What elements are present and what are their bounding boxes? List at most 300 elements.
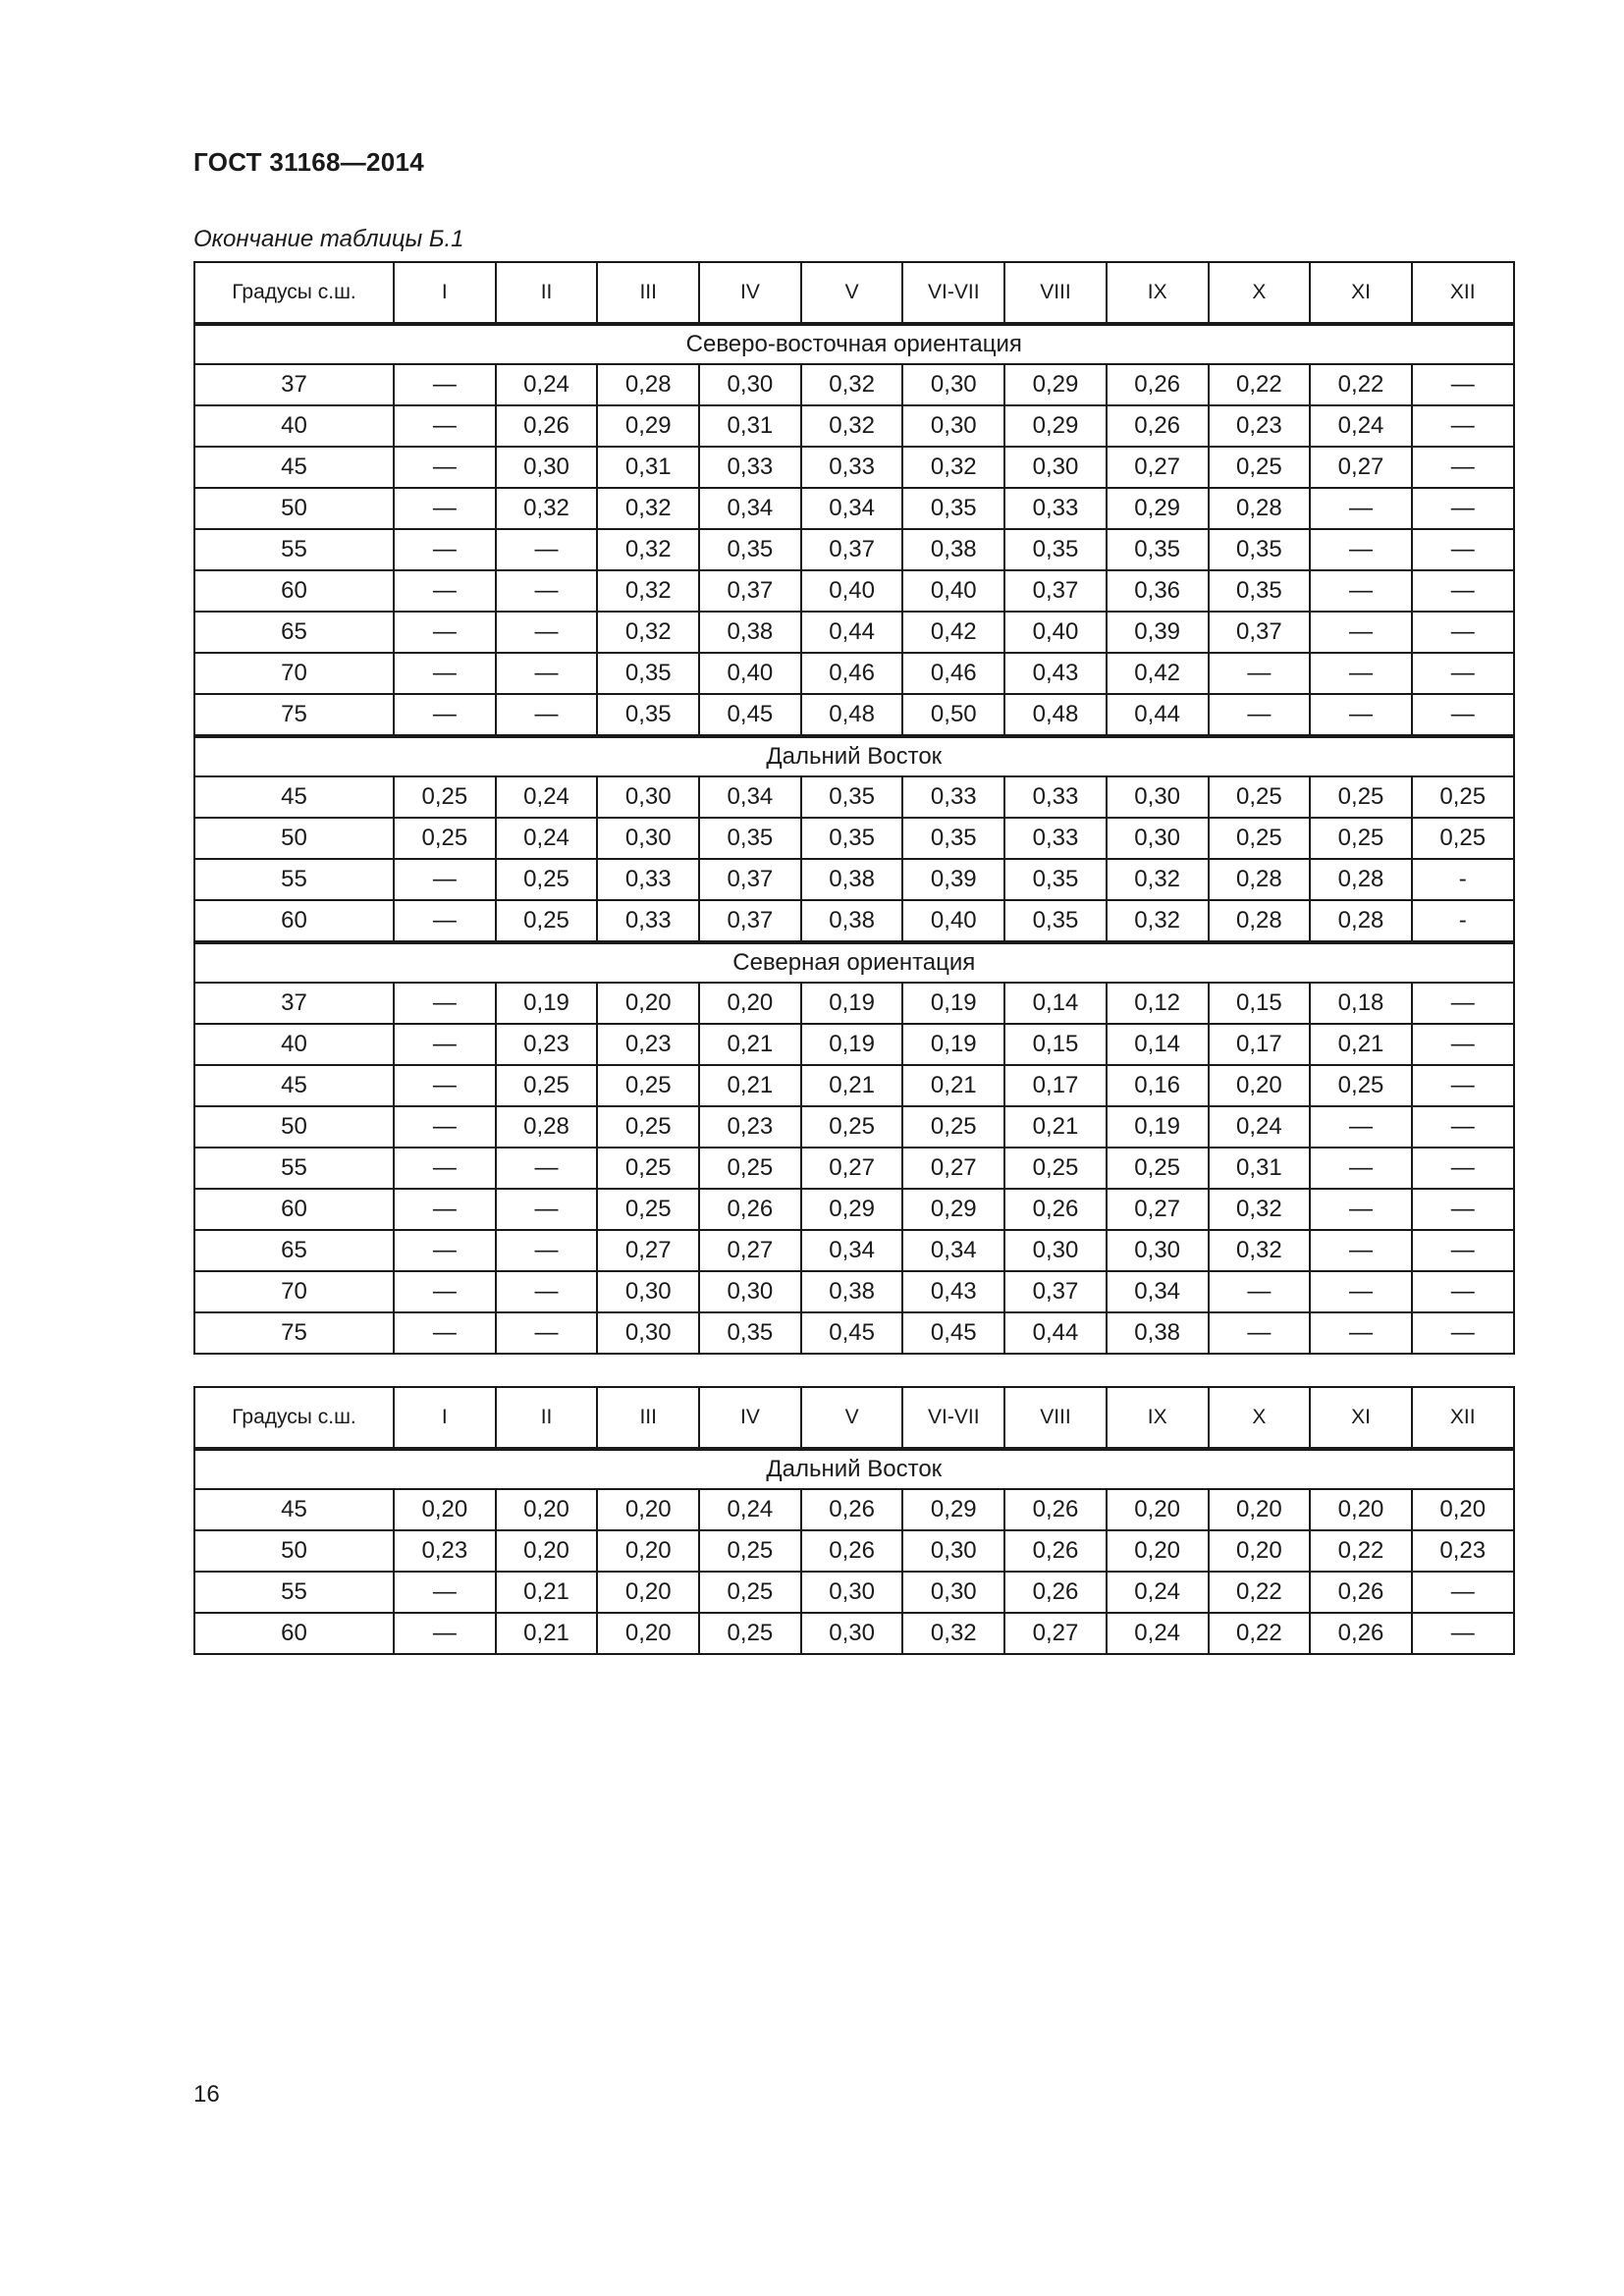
value-cell: 0,22 [1310, 1530, 1412, 1572]
value-cell: 0,20 [597, 1489, 699, 1530]
value-cell: — [1209, 1271, 1311, 1312]
value-cell: 0,31 [699, 405, 801, 447]
value-cell: 0,25 [699, 1572, 801, 1613]
value-cell: — [1310, 1189, 1412, 1230]
value-cell: — [1412, 653, 1514, 694]
value-cell: — [394, 1572, 496, 1613]
value-cell: 0,45 [699, 694, 801, 736]
latitude-cell: 50 [194, 1106, 394, 1148]
value-cell: 0,23 [1209, 405, 1311, 447]
value-cell: 0,20 [394, 1489, 496, 1530]
column-header-month: VI-VII [902, 262, 1004, 324]
section-title: Дальний Восток [194, 1449, 1514, 1489]
value-cell: 0,33 [1004, 818, 1107, 859]
value-cell: 0,32 [1209, 1189, 1311, 1230]
value-cell: — [496, 612, 598, 653]
value-cell: 0,26 [1310, 1572, 1412, 1613]
value-cell: — [1310, 529, 1412, 570]
table-row [194, 1572, 1514, 1613]
value-cell: — [1310, 1312, 1412, 1354]
value-cell: 0,24 [1107, 1613, 1209, 1654]
column-header-month: I [394, 1387, 496, 1449]
value-cell: 0,17 [1209, 1024, 1311, 1065]
latitude-cell: 40 [194, 405, 394, 447]
column-header-month: VIII [1004, 1387, 1107, 1449]
table-body [194, 324, 1514, 1354]
value-cell: 0,20 [597, 1572, 699, 1613]
latitude-cell: 45 [194, 776, 394, 818]
value-cell: 0,24 [496, 818, 598, 859]
value-cell: — [1412, 529, 1514, 570]
value-cell: 0,32 [1107, 900, 1209, 942]
column-header-month: IX [1107, 262, 1209, 324]
value-cell: 0,24 [699, 1489, 801, 1530]
value-cell: 0,27 [1310, 447, 1412, 488]
value-cell: 0,30 [699, 1271, 801, 1312]
value-cell: 0,26 [1310, 1613, 1412, 1654]
value-cell: 0,25 [801, 1106, 903, 1148]
value-cell: 0,39 [902, 859, 1004, 900]
latitude-cell: 45 [194, 447, 394, 488]
value-cell: 0,22 [1310, 364, 1412, 405]
section-title: Северо-восточная ориентация [194, 324, 1514, 364]
value-cell: — [1412, 1572, 1514, 1613]
value-cell: 0,43 [1004, 653, 1107, 694]
value-cell: 0,35 [699, 529, 801, 570]
value-cell: 0,48 [1004, 694, 1107, 736]
value-cell: 0,32 [1107, 859, 1209, 900]
table-row [194, 1024, 1514, 1065]
value-cell: — [1209, 1312, 1311, 1354]
value-cell: 0,23 [394, 1530, 496, 1572]
column-header-month: XII [1412, 1387, 1514, 1449]
table-row [194, 612, 1514, 653]
value-cell: 0,14 [1004, 983, 1107, 1024]
value-cell: 0,25 [699, 1613, 801, 1654]
table-row [194, 1189, 1514, 1230]
latitude-cell: 70 [194, 1271, 394, 1312]
value-cell: 0,48 [801, 694, 903, 736]
value-cell: 0,36 [1107, 570, 1209, 612]
value-cell: 0,20 [1412, 1489, 1514, 1530]
value-cell: 0,34 [801, 1230, 903, 1271]
value-cell: 0,35 [801, 776, 903, 818]
value-cell: 0,34 [699, 776, 801, 818]
value-cell: 0,25 [1209, 776, 1311, 818]
value-cell: — [1310, 1148, 1412, 1189]
latitude-cell: 37 [194, 983, 394, 1024]
value-cell: — [394, 900, 496, 942]
value-cell: 0,21 [496, 1613, 598, 1654]
value-cell: 0,45 [902, 1312, 1004, 1354]
column-header-month: IV [699, 262, 801, 324]
value-cell: — [394, 1613, 496, 1654]
value-cell: 0,21 [1310, 1024, 1412, 1065]
value-cell: 0,30 [699, 364, 801, 405]
value-cell: — [394, 653, 496, 694]
column-header-month: III [597, 262, 699, 324]
value-cell: 0,35 [1004, 900, 1107, 942]
section-row [194, 324, 1514, 364]
value-cell: 0,46 [801, 653, 903, 694]
value-cell: 0,18 [1310, 983, 1412, 1024]
value-cell: 0,28 [1310, 859, 1412, 900]
value-cell: 0,44 [1107, 694, 1209, 736]
data-table-main [193, 261, 1515, 1355]
value-cell: 0,30 [1107, 776, 1209, 818]
column-header-month: V [801, 262, 903, 324]
value-cell: - [1412, 900, 1514, 942]
table-row [194, 900, 1514, 942]
value-cell: 0,15 [1004, 1024, 1107, 1065]
value-cell: 0,35 [801, 818, 903, 859]
value-cell: 0,25 [699, 1148, 801, 1189]
table-row [194, 1530, 1514, 1572]
column-header-month: VI-VII [902, 1387, 1004, 1449]
value-cell: 0,19 [902, 983, 1004, 1024]
value-cell: 0,25 [597, 1065, 699, 1106]
table-row [194, 694, 1514, 736]
value-cell: 0,21 [699, 1065, 801, 1106]
table-row [194, 488, 1514, 529]
value-cell: 0,46 [902, 653, 1004, 694]
latitude-cell: 50 [194, 488, 394, 529]
latitude-cell: 60 [194, 900, 394, 942]
value-cell: 0,28 [496, 1106, 598, 1148]
value-cell: 0,30 [902, 1572, 1004, 1613]
value-cell: 0,24 [1107, 1572, 1209, 1613]
value-cell: 0,25 [1412, 776, 1514, 818]
value-cell: 0,20 [496, 1530, 598, 1572]
value-cell: — [1310, 653, 1412, 694]
value-cell: 0,29 [801, 1189, 903, 1230]
latitude-cell: 65 [194, 612, 394, 653]
value-cell: 0,27 [1107, 1189, 1209, 1230]
value-cell: — [394, 612, 496, 653]
value-cell: 0,26 [699, 1189, 801, 1230]
value-cell: — [394, 364, 496, 405]
value-cell: — [1412, 1024, 1514, 1065]
value-cell: 0,22 [1209, 364, 1311, 405]
value-cell: — [1412, 1271, 1514, 1312]
value-cell: 0,25 [1209, 447, 1311, 488]
value-cell: 0,37 [1209, 612, 1311, 653]
value-cell: 0,17 [1004, 1065, 1107, 1106]
value-cell: 0,15 [1209, 983, 1311, 1024]
value-cell: 0,40 [699, 653, 801, 694]
value-cell: — [394, 1312, 496, 1354]
value-cell: 0,38 [801, 900, 903, 942]
value-cell: 0,26 [1004, 1189, 1107, 1230]
value-cell: 0,26 [1004, 1489, 1107, 1530]
value-cell: — [1412, 447, 1514, 488]
table-row [194, 1065, 1514, 1106]
value-cell: 0,30 [801, 1613, 903, 1654]
value-cell: 0,31 [597, 447, 699, 488]
value-cell: 0,35 [902, 818, 1004, 859]
value-cell: 0,20 [1107, 1530, 1209, 1572]
value-cell: — [1310, 1271, 1412, 1312]
value-cell: 0,35 [597, 653, 699, 694]
value-cell: 0,25 [1412, 818, 1514, 859]
value-cell: 0,14 [1107, 1024, 1209, 1065]
value-cell: — [394, 570, 496, 612]
value-cell: — [394, 405, 496, 447]
table-row [194, 1230, 1514, 1271]
value-cell: 0,33 [801, 447, 903, 488]
latitude-cell: 60 [194, 1189, 394, 1230]
value-cell: 0,32 [902, 447, 1004, 488]
value-cell: — [496, 529, 598, 570]
value-cell: 0,38 [699, 612, 801, 653]
value-cell: 0,20 [496, 1489, 598, 1530]
value-cell: 0,35 [699, 1312, 801, 1354]
value-cell: 0,25 [1209, 818, 1311, 859]
value-cell: 0,40 [801, 570, 903, 612]
value-cell: 0,30 [1107, 1230, 1209, 1271]
value-cell: 0,29 [902, 1489, 1004, 1530]
column-header-month: VIII [1004, 262, 1107, 324]
value-cell: 0,24 [496, 776, 598, 818]
table-row [194, 653, 1514, 694]
value-cell: 0,21 [1004, 1106, 1107, 1148]
latitude-cell: 70 [194, 653, 394, 694]
table-row [194, 1613, 1514, 1654]
value-cell: — [496, 694, 598, 736]
table-row [194, 859, 1514, 900]
section-title: Северная ориентация [194, 942, 1514, 983]
value-cell: 0,33 [902, 776, 1004, 818]
column-header-month: XII [1412, 262, 1514, 324]
value-cell: — [496, 1312, 598, 1354]
value-cell: — [1310, 488, 1412, 529]
value-cell: 0,19 [902, 1024, 1004, 1065]
value-cell: 0,21 [902, 1065, 1004, 1106]
value-cell: 0,26 [1004, 1572, 1107, 1613]
value-cell: 0,35 [1107, 529, 1209, 570]
value-cell: — [1412, 405, 1514, 447]
value-cell: 0,20 [597, 1530, 699, 1572]
value-cell: 0,26 [496, 405, 598, 447]
value-cell: 0,37 [699, 570, 801, 612]
column-header-month: III [597, 1387, 699, 1449]
value-cell: — [394, 1148, 496, 1189]
value-cell: 0,38 [1107, 1312, 1209, 1354]
value-cell: — [1412, 488, 1514, 529]
value-cell: 0,33 [1004, 776, 1107, 818]
value-cell: 0,25 [394, 776, 496, 818]
value-cell: 0,30 [496, 447, 598, 488]
value-cell: 0,34 [902, 1230, 1004, 1271]
value-cell: — [394, 1271, 496, 1312]
value-cell: 0,35 [699, 818, 801, 859]
value-cell: 0,32 [1209, 1230, 1311, 1271]
document-id: ГОСТ 31168—2014 [193, 147, 425, 177]
value-cell: 0,25 [496, 859, 598, 900]
table-row [194, 1271, 1514, 1312]
value-cell: 0,34 [699, 488, 801, 529]
value-cell: 0,20 [597, 1613, 699, 1654]
value-cell: 0,25 [1310, 1065, 1412, 1106]
value-cell: 0,28 [1310, 900, 1412, 942]
section-row [194, 1449, 1514, 1489]
value-cell: 0,40 [1004, 612, 1107, 653]
value-cell: 0,30 [902, 405, 1004, 447]
column-header-month: XI [1310, 1387, 1412, 1449]
value-cell: 0,30 [902, 1530, 1004, 1572]
value-cell: 0,37 [699, 900, 801, 942]
value-cell: — [394, 1189, 496, 1230]
value-cell: 0,35 [1004, 529, 1107, 570]
value-cell: 0,12 [1107, 983, 1209, 1024]
value-cell: 0,30 [597, 776, 699, 818]
value-cell: 0,35 [597, 694, 699, 736]
value-cell: 0,26 [801, 1489, 903, 1530]
value-cell: 0,42 [902, 612, 1004, 653]
value-cell: — [1209, 653, 1311, 694]
value-cell: — [1412, 364, 1514, 405]
column-header-month: X [1209, 262, 1311, 324]
value-cell: — [496, 1271, 598, 1312]
value-cell: 0,38 [801, 859, 903, 900]
value-cell: 0,26 [1107, 405, 1209, 447]
value-cell: 0,25 [699, 1530, 801, 1572]
value-cell: — [394, 1230, 496, 1271]
value-cell: 0,29 [1004, 405, 1107, 447]
table-caption: Окончание таблицы Б.1 [193, 226, 464, 252]
table-row [194, 570, 1514, 612]
value-cell: 0,20 [699, 983, 801, 1024]
table-row [194, 776, 1514, 818]
latitude-cell: 55 [194, 859, 394, 900]
value-cell: 0,29 [1107, 488, 1209, 529]
column-header-month: X [1209, 1387, 1311, 1449]
value-cell: 0,33 [1004, 488, 1107, 529]
value-cell: 0,32 [597, 570, 699, 612]
value-cell: — [394, 1065, 496, 1106]
value-cell: 0,23 [597, 1024, 699, 1065]
value-cell: 0,22 [1209, 1572, 1311, 1613]
latitude-cell: 60 [194, 570, 394, 612]
value-cell: 0,35 [1004, 859, 1107, 900]
value-cell: 0,31 [1209, 1148, 1311, 1189]
latitude-cell: 55 [194, 529, 394, 570]
column-header-month: V [801, 1387, 903, 1449]
table-row [194, 1489, 1514, 1530]
column-header-month: I [394, 262, 496, 324]
value-cell: — [1310, 694, 1412, 736]
value-cell: 0,23 [1412, 1530, 1514, 1572]
value-cell: 0,38 [801, 1271, 903, 1312]
latitude-cell: 55 [194, 1148, 394, 1189]
value-cell: 0,25 [1310, 818, 1412, 859]
value-cell: 0,21 [699, 1024, 801, 1065]
value-cell: — [394, 859, 496, 900]
value-cell: 0,42 [1107, 653, 1209, 694]
value-cell: 0,30 [902, 364, 1004, 405]
value-cell: 0,33 [597, 900, 699, 942]
value-cell: 0,28 [1209, 859, 1311, 900]
value-cell: — [496, 653, 598, 694]
latitude-cell: 50 [194, 818, 394, 859]
column-header-latitude: Градусы с.ш. [194, 262, 394, 324]
latitude-cell: 40 [194, 1024, 394, 1065]
value-cell: 0,25 [1107, 1148, 1209, 1189]
value-cell: 0,23 [699, 1106, 801, 1148]
value-cell: 0,40 [902, 900, 1004, 942]
value-cell: — [1412, 1613, 1514, 1654]
value-cell: 0,27 [597, 1230, 699, 1271]
value-cell: — [394, 1024, 496, 1065]
latitude-cell: 45 [194, 1065, 394, 1106]
page-number: 16 [193, 2081, 220, 2108]
column-header-month: XI [1310, 262, 1412, 324]
value-cell: 0,37 [1004, 570, 1107, 612]
value-cell: — [1310, 570, 1412, 612]
value-cell: 0,25 [496, 1065, 598, 1106]
value-cell: — [496, 1230, 598, 1271]
value-cell: 0,32 [902, 1613, 1004, 1654]
value-cell: — [394, 983, 496, 1024]
table-row [194, 1106, 1514, 1148]
value-cell: 0,37 [1004, 1271, 1107, 1312]
value-cell: 0,27 [1004, 1613, 1107, 1654]
value-cell: 0,32 [801, 364, 903, 405]
value-cell: 0,27 [801, 1148, 903, 1189]
value-cell: 0,22 [1209, 1613, 1311, 1654]
value-cell: — [496, 570, 598, 612]
data-table-continuation [193, 1386, 1515, 1655]
value-cell: 0,30 [801, 1572, 903, 1613]
value-cell: 0,25 [597, 1189, 699, 1230]
value-cell: 0,28 [1209, 900, 1311, 942]
table-row [194, 447, 1514, 488]
value-cell: 0,27 [1107, 447, 1209, 488]
value-cell: 0,38 [902, 529, 1004, 570]
value-cell: 0,28 [1209, 488, 1311, 529]
value-cell: — [1412, 694, 1514, 736]
value-cell: 0,28 [597, 364, 699, 405]
value-cell: — [394, 1106, 496, 1148]
value-cell: — [1209, 694, 1311, 736]
value-cell: 0,25 [597, 1106, 699, 1148]
value-cell: — [1310, 612, 1412, 653]
value-cell: — [1412, 1065, 1514, 1106]
value-cell: 0,25 [597, 1148, 699, 1189]
value-cell: — [1412, 1230, 1514, 1271]
value-cell: 0,32 [597, 529, 699, 570]
table-header-row [194, 1387, 1514, 1449]
value-cell: 0,29 [1004, 364, 1107, 405]
section-row [194, 736, 1514, 776]
value-cell: 0,34 [1107, 1271, 1209, 1312]
column-header-month: II [496, 262, 598, 324]
value-cell: 0,50 [902, 694, 1004, 736]
value-cell: 0,25 [902, 1106, 1004, 1148]
value-cell: 0,40 [902, 570, 1004, 612]
table-row [194, 1312, 1514, 1354]
value-cell: 0,27 [699, 1230, 801, 1271]
value-cell: 0,30 [597, 1271, 699, 1312]
section-title: Дальний Восток [194, 736, 1514, 776]
value-cell: — [1412, 612, 1514, 653]
value-cell: 0,24 [1209, 1106, 1311, 1148]
value-cell: 0,33 [699, 447, 801, 488]
value-cell: 0,19 [801, 1024, 903, 1065]
value-cell: 0,19 [801, 983, 903, 1024]
value-cell: — [1412, 1106, 1514, 1148]
value-cell: 0,25 [1310, 776, 1412, 818]
